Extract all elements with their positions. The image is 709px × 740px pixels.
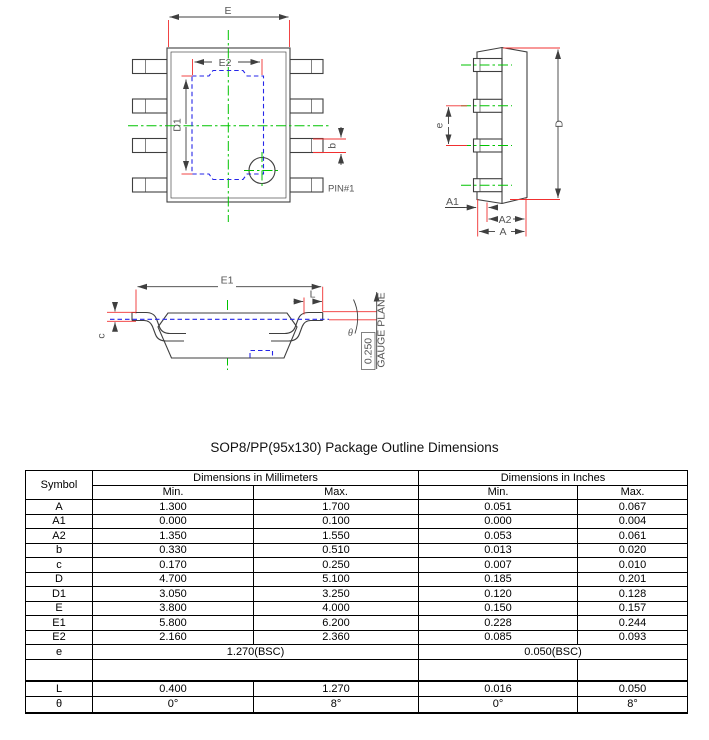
value-cell: 0.400 (93, 681, 254, 697)
dimension-L (294, 289, 322, 315)
label-theta: θ (347, 328, 354, 339)
value-cell: 1.270(BSC) (93, 645, 419, 660)
value-cell: 0.051 (419, 500, 578, 515)
value-cell: 3.250 (254, 587, 419, 602)
col-header-in-min: Min. (419, 485, 578, 500)
value-cell: 0.330 (93, 543, 254, 558)
empty-cell (578, 659, 688, 681)
symbol-cell: D (26, 572, 93, 587)
label-A1: A1 (446, 196, 459, 208)
dimension-A (479, 226, 524, 238)
value-cell: 0.000 (419, 514, 578, 529)
symbol-cell: A1 (26, 514, 93, 529)
value-cell: 0.085 (419, 630, 578, 645)
gauge-plane-callout (362, 292, 388, 370)
value-cell: 0.053 (419, 529, 578, 544)
header-row-2 (26, 485, 688, 500)
value-cell: 0.170 (93, 558, 254, 573)
table-row (26, 681, 688, 697)
table-row (26, 543, 688, 558)
value-cell: 0.013 (419, 543, 578, 558)
dimension-E (169, 5, 290, 47)
table-row-e (26, 645, 688, 660)
symbol-cell: θ (26, 697, 93, 713)
table-row (26, 601, 688, 616)
label-E: E (224, 5, 232, 17)
value-cell: 0.250 (254, 558, 419, 573)
gauge-value: 0.250 (362, 337, 375, 365)
value-cell: 8° (254, 697, 419, 713)
empty-cell (93, 659, 419, 681)
value-cell: 0.010 (578, 558, 688, 573)
value-cell: 0.093 (578, 630, 688, 645)
value-cell: 0.228 (419, 616, 578, 631)
symbol-cell: c (26, 558, 93, 573)
value-cell: 0.050 (578, 681, 688, 697)
front-view (96, 275, 388, 371)
value-cell: 1.550 (254, 529, 419, 544)
label-b: b (326, 142, 339, 149)
table-row (26, 558, 688, 573)
value-cell: 0.150 (419, 601, 578, 616)
dimension-e (434, 106, 468, 146)
label-L: L (309, 288, 316, 301)
label-D1: D1 (171, 118, 184, 132)
table-row (26, 697, 688, 713)
table-row (26, 572, 688, 587)
table-row (26, 616, 688, 631)
value-cell: 0.185 (419, 572, 578, 587)
value-cell: 0° (93, 697, 254, 713)
value-cell: 0.007 (419, 558, 578, 573)
header-row-1 (26, 471, 688, 486)
label-E1: E1 (220, 274, 234, 287)
dimensions-table (25, 470, 688, 714)
symbol-cell: E1 (26, 616, 93, 631)
table-row (26, 587, 688, 602)
symbol-cell: A (26, 500, 93, 515)
value-cell: 0.201 (578, 572, 688, 587)
label-D: D (553, 120, 566, 128)
dimension-theta (348, 300, 358, 340)
value-cell: 2.360 (254, 630, 419, 645)
value-cell: 0.000 (93, 514, 254, 529)
value-cell: 0.157 (578, 601, 688, 616)
value-cell: 0.120 (419, 587, 578, 602)
table-row (26, 500, 688, 515)
label-A2: A2 (498, 213, 512, 226)
table-row (26, 529, 688, 544)
label-A: A (499, 226, 507, 238)
value-cell: 4.700 (93, 572, 254, 587)
value-cell: 2.160 (93, 630, 254, 645)
side-view (434, 48, 566, 239)
value-cell: 4.000 (254, 601, 419, 616)
value-cell: 0.128 (578, 587, 688, 602)
value-cell: 0.510 (254, 543, 419, 558)
value-cell: 3.050 (93, 587, 254, 602)
gauge-plane-label: GAUGE PLANE (375, 292, 388, 368)
value-cell: 1.300 (93, 500, 254, 515)
label-pin1: PIN#1 (328, 183, 355, 195)
symbol-cell: D1 (26, 587, 93, 602)
value-cell: 0.061 (578, 529, 688, 544)
symbol-cell: A2 (26, 529, 93, 544)
label-c2: c (95, 333, 108, 339)
value-cell: 1.350 (93, 529, 254, 544)
symbol-cell: E2 (26, 630, 93, 645)
page-title: SOP8/PP(95x130) Package Outline Dimensions (210, 440, 499, 455)
label-e: e (433, 122, 446, 129)
value-cell: 8° (578, 697, 688, 713)
value-cell: 1.270 (254, 681, 419, 697)
value-cell: 3.800 (93, 601, 254, 616)
dimension-A2 (489, 214, 525, 226)
value-cell: 1.700 (254, 500, 419, 515)
value-cell: 0.067 (578, 500, 688, 515)
col-header-in-max: Max. (578, 485, 688, 500)
label-E2: E2 (218, 57, 232, 69)
symbol-cell: E (26, 601, 93, 616)
symbol-cell: e (26, 645, 93, 660)
blank-row (26, 659, 688, 681)
table-row (26, 630, 688, 645)
col-header-symbol: Symbol (26, 471, 93, 500)
col-header-mm-min: Min. (93, 485, 254, 500)
dimensions-table-wrap (25, 470, 688, 714)
value-cell: 0° (419, 697, 578, 713)
value-cell: 0.100 (254, 514, 419, 529)
value-cell: 0.020 (578, 543, 688, 558)
empty-cell (419, 659, 578, 681)
value-cell: 0.016 (419, 681, 578, 697)
empty-cell (26, 659, 93, 681)
value-cell: 6.200 (254, 616, 419, 631)
top-view (128, 5, 354, 222)
value-cell: 0.244 (578, 616, 688, 631)
value-cell: 0.004 (578, 514, 688, 529)
table-row (26, 514, 688, 529)
value-cell: 5.100 (254, 572, 419, 587)
symbol-cell: L (26, 681, 93, 697)
value-cell: 0.050(BSC) (419, 645, 688, 660)
col-header-mm-max: Max. (254, 485, 419, 500)
col-header-mm: Dimensions in Millimeters (93, 471, 419, 486)
dimension-E1 (136, 275, 323, 314)
symbol-cell: b (26, 543, 93, 558)
col-header-inches: Dimensions in Inches (419, 471, 688, 486)
dimension-c (96, 303, 137, 339)
value-cell: 5.800 (93, 616, 254, 631)
